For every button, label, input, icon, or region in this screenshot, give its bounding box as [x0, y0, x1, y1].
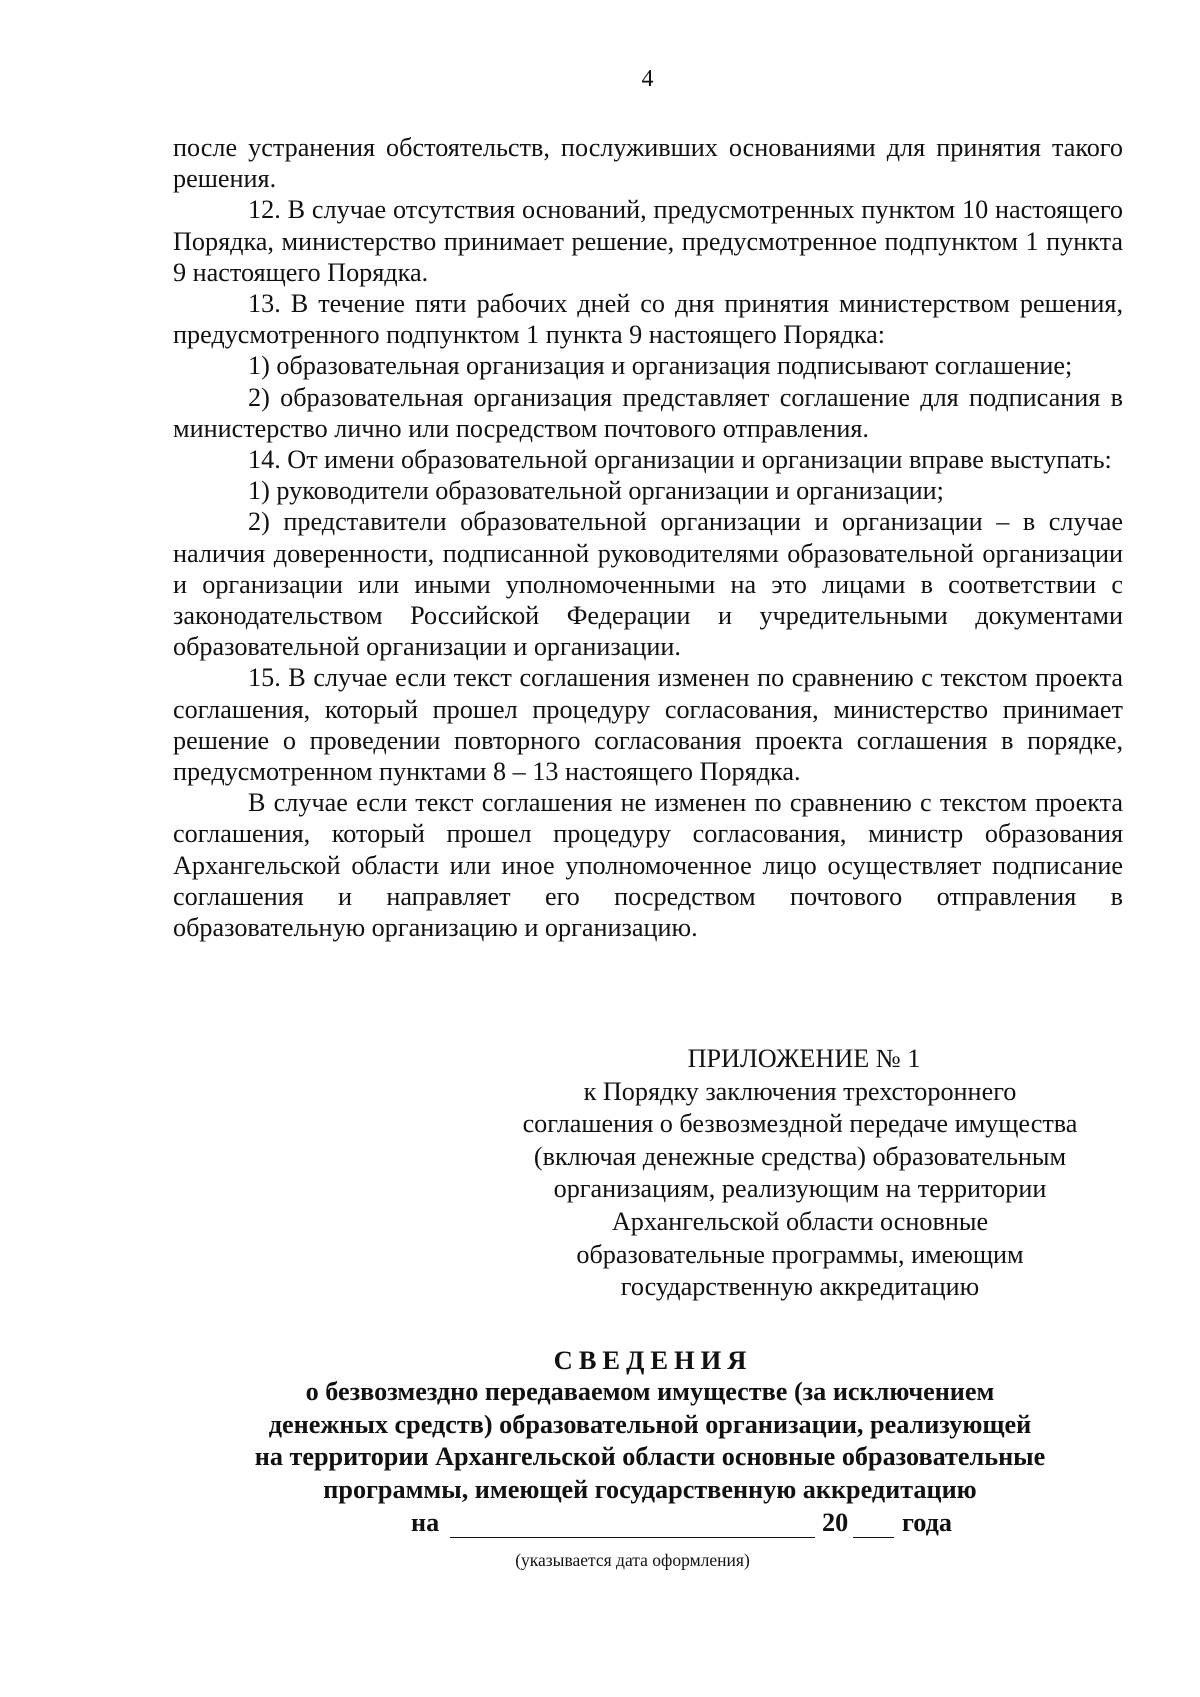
appendix-line: к Порядку заключения трехстороннего [583, 1076, 1017, 1106]
date-prefix: на [411, 1508, 440, 1537]
svedeniya-heading [160, 1344, 1140, 1506]
year-suffix: года [902, 1508, 952, 1537]
appendix-line: образовательные программы, имеющим [576, 1239, 1024, 1269]
date-blank-field [450, 1537, 815, 1538]
paragraph-item-14-1: 1) руководители образовательной организации и организации; [248, 476, 944, 506]
svedeniya-subtitle-line: программы, имеющей государственную аккредитацию [323, 1474, 977, 1504]
svedeniya-subtitle-line: денежных средств) образовательной организации, реализующей [268, 1409, 1032, 1439]
svedeniya-subtitle-line: на территории Архангельской области основные образовательные [254, 1442, 1046, 1472]
paragraph-item-13-1: 1) образовательная организация и организация подписывают соглашение; [248, 351, 1073, 381]
paragraph-item-15-second: В случае если текст соглашения не изменен по сравнению с текстом проекта соглашения, который прошел процедуру согласования, министр образования Архангельской области или иное уполномоченное лицо осуществляет подписание соглашения и направляет его посредством почтового отправления в образовательную организацию и организацию. [173, 788, 1123, 943]
date-line [0, 1508, 1200, 1548]
paragraph-continuation: после устранения обстоятельств, послуживших основаниями для принятия такого решения. [173, 133, 1123, 194]
date-note: (указывается дата оформления) [515, 1550, 750, 1570]
body-text [173, 132, 1123, 943]
svedeniya-subtitle-line: о безвозмездно передаваемом имуществе (за исключением [305, 1377, 995, 1406]
paragraph-item-14-2: 2) представители образовательной организации и организации – в случае наличия доверенности, подписанной руководителями образовательной организации и организации или иными уполномоченными на это лицами в соответствии с законодательством Российской Федерации и учредительными документами образовательной организации и организации. [173, 507, 1123, 662]
paragraph-item-13: 13. В течение пяти рабочих дней со дня принятия министерством решения, предусмотренного подпунктом 1 пункта 9 настоящего Порядка: [173, 289, 1123, 350]
paragraph-item-15: 15. В случае если текст соглашения изменен по сравнению с текстом проекта соглашения, который прошел процедуру согласования, министерство принимает решение о проведении повторного согласования проекта соглашения в порядке, предусмотренном пунктами 8 – 13 настоящего Порядка. [173, 663, 1123, 787]
appendix-title: ПРИЛОЖЕНИЕ № 1 [687, 1044, 921, 1073]
svedeniya-title: СВЕДЕНИЯ [553, 1345, 753, 1375]
appendix-header [480, 1043, 1120, 1304]
paragraph-item-14: 14. От имени образовательной организации и организации вправе выступать: [248, 445, 1112, 475]
page-number: 4 [641, 66, 654, 92]
paragraph-item-12: 12. В случае отсутствия оснований, предусмотренных пунктом 10 настоящего Порядка, министерство принимает решение, предусмотренное подпунктом 1 пункта 9 настоящего Порядка. [173, 195, 1123, 287]
appendix-line: (включая денежные средства) образовательным [533, 1141, 1067, 1171]
paragraph-item-13-2: 2) образовательная организация представляет соглашение для подписания в министерство лично или посредством почтового отправления. [173, 382, 1123, 443]
appendix-line: организациям, реализующим на территории [553, 1174, 1047, 1204]
appendix-line: Архангельской области основные [611, 1206, 989, 1236]
year-blank-field [853, 1537, 894, 1538]
year-prefix: 20 [822, 1508, 849, 1537]
appendix-line: государственную аккредитацию [620, 1272, 980, 1302]
appendix-line: соглашения о безвозмездной передаче имущества [522, 1109, 1078, 1139]
